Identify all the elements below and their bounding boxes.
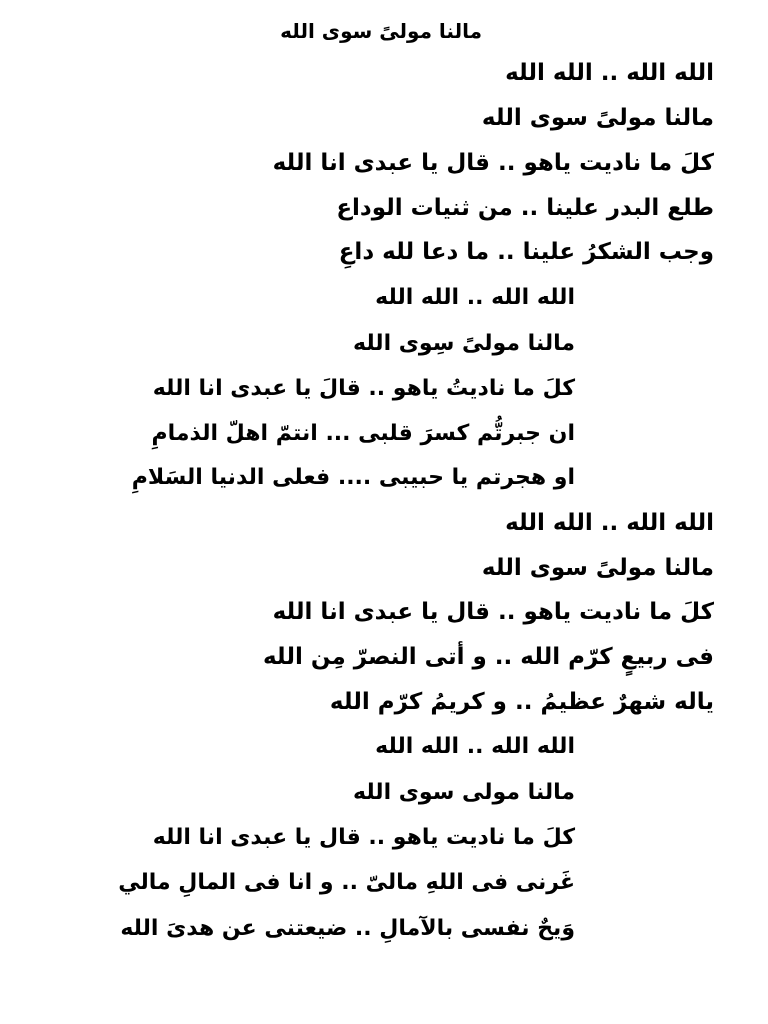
poem-title: مالنا مولىً سوى الله bbox=[280, 19, 482, 43]
poem-line: كلَ ما ناديتُ ياهو .. قالَ يا عبدى انا الله bbox=[152, 376, 575, 401]
poem-line: مالنا مولى سوى الله bbox=[352, 780, 575, 805]
poem-line: كلَ ما ناديت ياهو .. قال يا عبدى انا الله bbox=[272, 599, 714, 625]
poem-line: الله الله .. الله الله bbox=[375, 734, 575, 759]
poem-line: الله الله .. الله الله bbox=[375, 285, 575, 310]
poem-line: ان جبرتُّم كسرَ قلبى ... انتمّ اهلّ الذمامِ bbox=[151, 421, 575, 446]
poem-line: ياله شهرٌ عظيمُ .. و كريمُ كرّم الله bbox=[329, 689, 714, 715]
poem-line: غَرنى فى اللهِ مالىّ .. و انا فى المالِ مالي bbox=[118, 870, 575, 895]
poem-line: فى ربيعٍ كرّم الله .. و أتى النصرّ مِن الله bbox=[262, 644, 714, 670]
poem-line: او هجرتم يا حبيبى .... فعلى الدنيا السَلامِ bbox=[131, 465, 575, 490]
poem-line: مالنا مولىً سوى الله bbox=[481, 105, 714, 131]
poem-line: الله الله .. الله الله bbox=[505, 510, 714, 536]
poem-line: كلَ ما ناديت ياهو .. قال يا عبدى انا الله bbox=[152, 825, 575, 850]
poem-line: الله الله .. الله الله bbox=[505, 60, 714, 86]
poem-line: مالنا مولىً سِوى الله bbox=[352, 331, 575, 356]
poem-line: وَيحٌ نفسى بالآمالِ .. ضيعتنى عن هدىَ الله bbox=[120, 916, 575, 941]
poem-line: كلَ ما ناديت ياهو .. قال يا عبدى انا الله bbox=[272, 150, 714, 176]
poem-line: طلع البدر علينا .. من ثنيات الوداع bbox=[336, 195, 714, 221]
poem-line: مالنا مولىً سوى الله bbox=[481, 555, 714, 581]
poem-line: وجب الشكرُ علينا .. ما دعا لله داعِ bbox=[338, 239, 714, 265]
